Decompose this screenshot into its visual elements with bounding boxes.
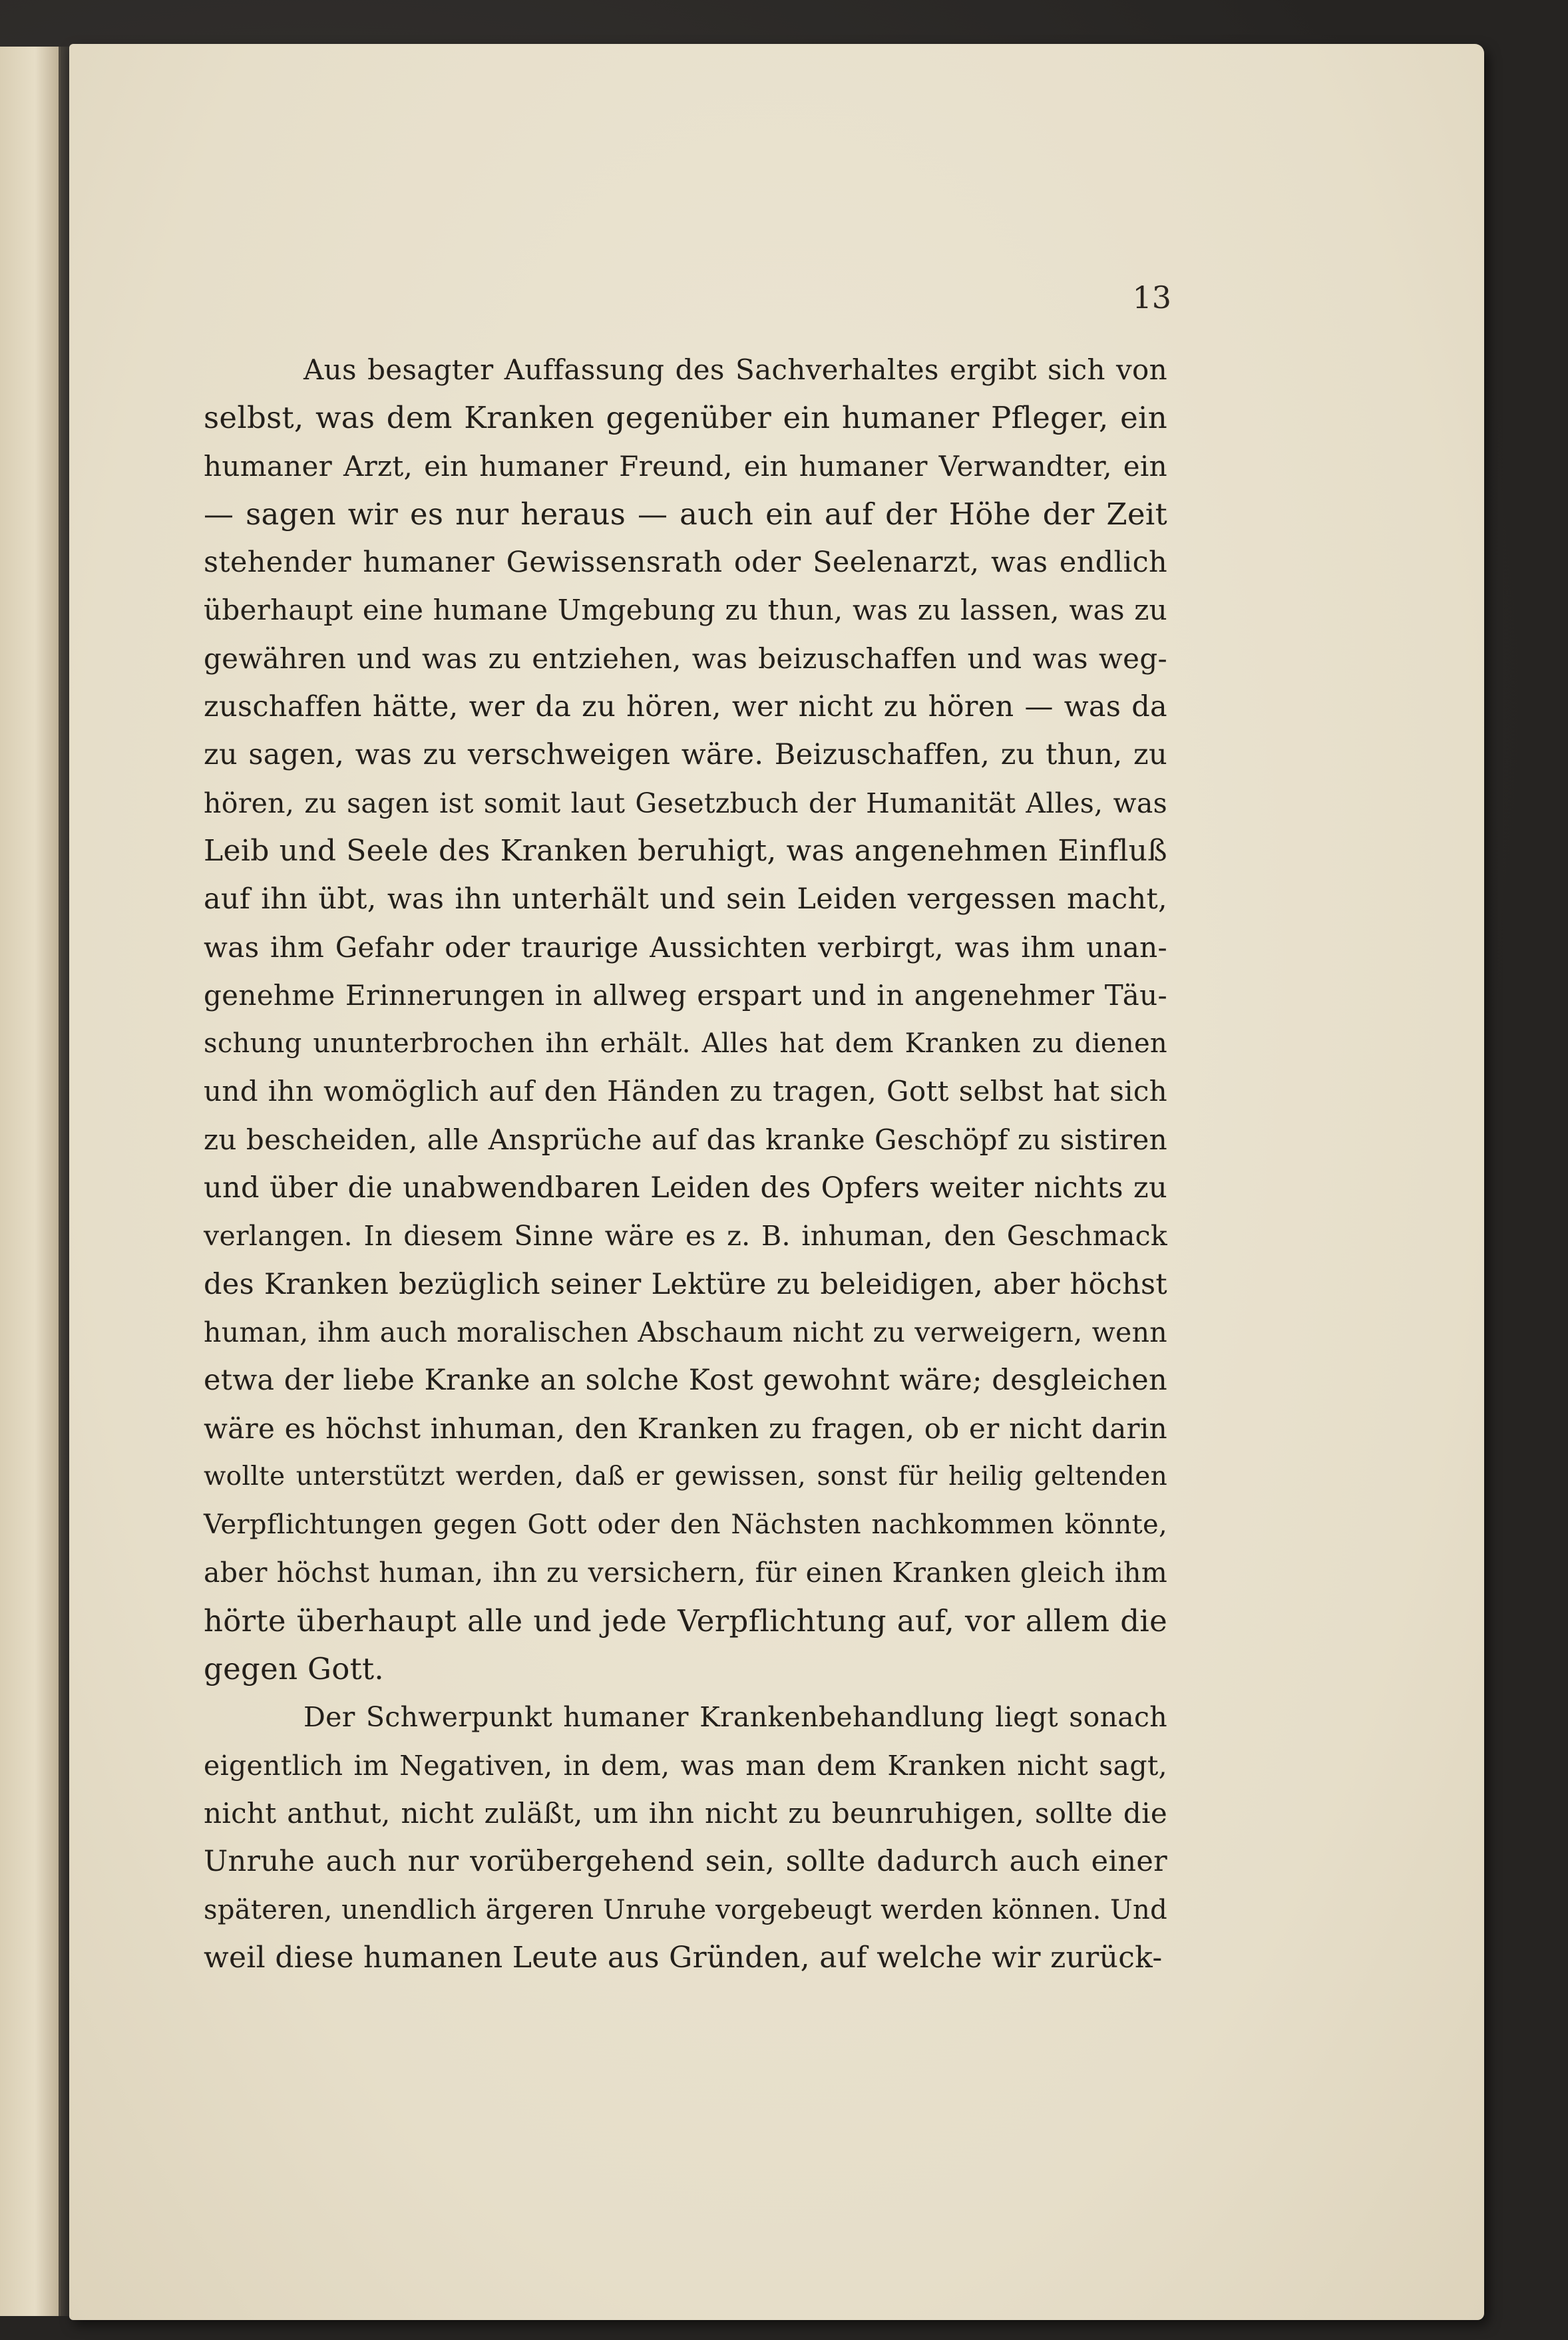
text-line: was ihm Gefahr oder traurige Aussichten verbirgt, was ihm unan- — [204, 930, 1167, 964]
text-line: Leib und Seele des Kranken beruhigt, was angenehmen Einfluß — [204, 833, 1167, 868]
paragraph-2 — [204, 1693, 1167, 1982]
text-line: Der Schwerpunkt humaner Krankenbehandlung liegt sonach — [303, 1701, 1167, 1734]
text-line: gegen Gott. — [204, 1651, 384, 1687]
text-line: wollte unterstützt werden, daß er gewissen, sonst für heilig geltenden — [204, 1461, 1167, 1491]
text-line: des Kranken bezüglich seiner Lektüre zu beleidigen, aber höchst — [204, 1267, 1167, 1301]
text-line: stehender humaner Gewissensrath oder Seelenarzt, was endlich — [204, 546, 1167, 580]
text-line: Verpflichtungen gegen Gott oder den Nächsten nachkommen könnte, — [204, 1509, 1167, 1541]
text-line: überhaupt eine humane Umgebung zu thun, was zu lassen, was zu — [204, 594, 1167, 627]
text-line: nicht anthut, nicht zuläßt, um ihn nicht zu beunruhigen, sollte die — [204, 1796, 1167, 1830]
text-line: zuschaffen hätte, wer da zu hören, wer nicht zu hören — was da — [204, 690, 1167, 724]
text-line: späteren, unendlich ärgeren Unruhe vorgebeugt werden können. Und — [204, 1894, 1167, 1925]
paragraph-1 — [204, 346, 1167, 1693]
text-line: zu sagen, was zu verschweigen wäre. Beizuschaffen, zu thun, zu — [204, 738, 1167, 772]
text-line: Aus besagter Auffassung des Sachverhaltes ergibt sich von — [303, 353, 1167, 386]
text-line: eigentlich im Negativen, in dem, was man dem Kranken nicht sagt, — [204, 1749, 1167, 1782]
text-line: auf ihn übt, was ihn unterhält und sein Leiden vergessen macht, — [204, 882, 1167, 916]
body-text — [204, 346, 1167, 1982]
text-line: zu bescheiden, alle Ansprüche auf das kranke Geschöpf zu sistiren — [204, 1123, 1167, 1156]
text-line: schung ununterbrochen ihn erhält. Alles hat dem Kranken zu dienen — [204, 1028, 1167, 1060]
text-line: gewähren und was zu entziehen, was beizuschaffen und was weg- — [204, 642, 1167, 675]
text-line: selbst, was dem Kranken gegenüber ein humaner Pfleger, ein — [204, 400, 1167, 436]
text-line: human, ihm auch moralischen Abschaum nicht zu verweigern, wenn — [204, 1316, 1167, 1348]
text-line: Unruhe auch nur vorübergehend sein, sollte dadurch auch einer — [204, 1845, 1167, 1879]
text-line: genehme Erinnerungen in allweg erspart und in angenehmer Täu- — [204, 978, 1167, 1012]
previous-page-edge — [0, 47, 61, 2316]
text-line: weil diese humanen Leute aus Gründen, auf welche wir zurück- — [204, 1940, 1163, 1975]
text-line: verlangen. In diesem Sinne wäre es z. B. inhuman, den Geschmack — [204, 1220, 1167, 1253]
text-line: und ihn womöglich auf den Händen zu tragen, Gott selbst hat sich — [204, 1075, 1167, 1108]
text-line: hören, zu sagen ist somit laut Gesetzbuch der Humanität Alles, was — [204, 787, 1167, 819]
text-line: etwa der liebe Kranke an solche Kost gewohnt wäre; desgleichen — [204, 1364, 1167, 1398]
text-line: aber höchst human, ihn zu versichern, für einen Kranken gleich ihm — [204, 1557, 1167, 1589]
text-line: hörte überhaupt alle und jede Verpflichtung auf, vor allem die — [204, 1603, 1167, 1639]
text-line: humaner Arzt, ein humaner Freund, ein humaner Verwandter, ein — [204, 449, 1167, 483]
text-line: wäre es höchst inhuman, den Kranken zu fragen, ob er nicht darin — [204, 1412, 1167, 1445]
text-line: und über die unabwendbaren Leiden des Opfers weiter nichts zu — [204, 1171, 1167, 1205]
text-line: — sagen wir es nur heraus — auch ein auf der Höhe der Zeit — [204, 496, 1167, 532]
page-number: 13 — [1132, 280, 1171, 315]
